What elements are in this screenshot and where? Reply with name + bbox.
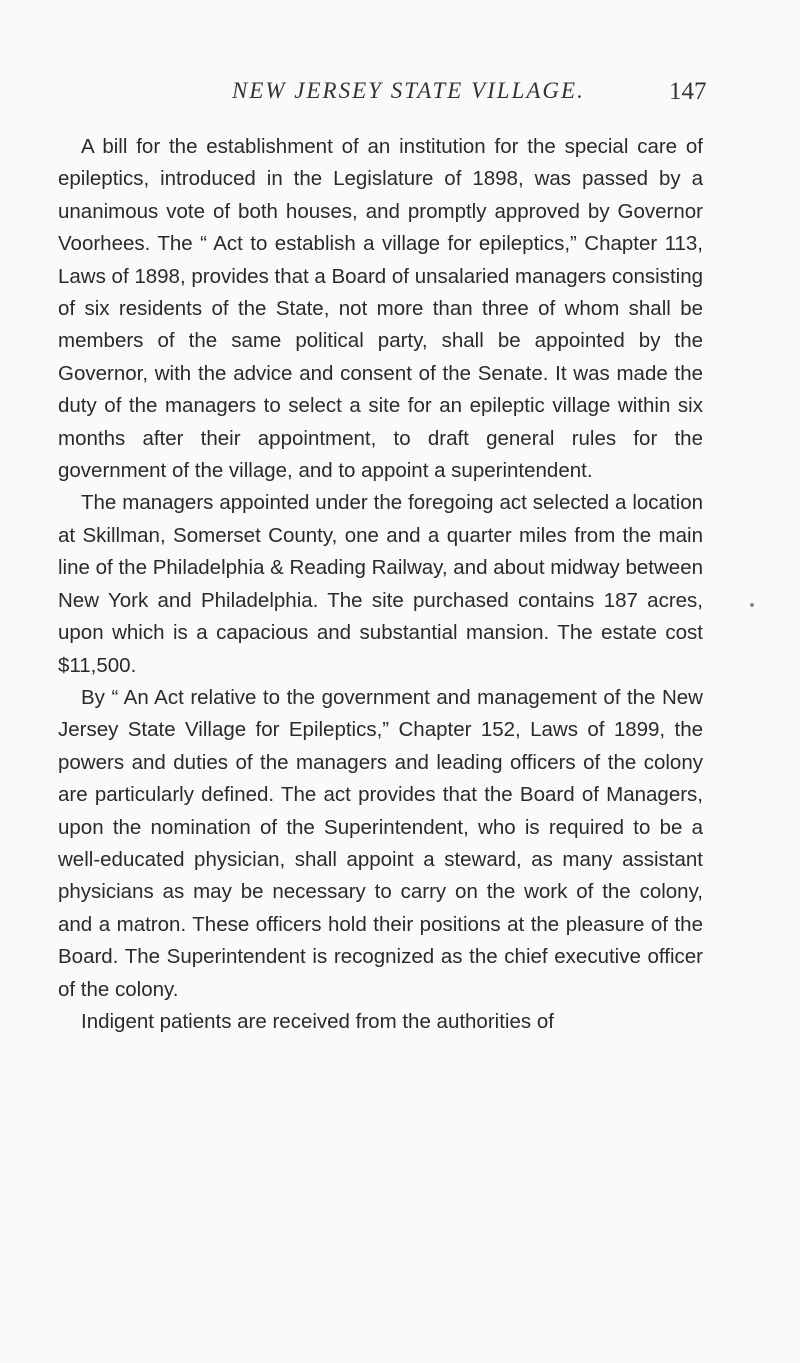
running-head: [0, 78, 800, 114]
print-speck: [750, 603, 754, 607]
page-number: 147: [669, 78, 707, 105]
paragraph-location: The managers appointed under the foregoing act selected a location at Skillman, Somerset County, one and a quarter miles from the main line of the Philadelphia & Reading Railway, and about midway between New York and Philadelphia. The site purchased contains 187 acres, upon which is a capacious and substantial mansion. The estate cost $11,500.: [58, 491, 703, 677]
paragraph-indigent-patients: Indigent patients are received from the authorities of: [81, 1009, 554, 1033]
running-title: NEW JERSEY STATE VILLAGE.: [232, 78, 585, 103]
paragraph-bill: A bill for the establishment of an institution for the special care of epileptics, introduced in the Legislature of 1898, was passed by a unanimous vote of both houses, and promptly approved by Governor Voorhees. The “ Act to establish a village for epileptics,” Chapter 113, Laws of 1898, provides that a Board of unsalaried managers consisting of six residents of the State, not more than three of whom shall be members of the same political party, shall be appointed by the Governor, with the advice and consent of the Senate. It was made the duty of the managers to select a site for an epileptic village within six months after their appointment, to draft general rules for the government of the village, and to appoint a superintendent.: [58, 135, 703, 483]
paragraph-act-1899: By “ An Act relative to the government and management of the New Jersey State Village for Epileptics,” Chapter 152, Laws of 1899, the powers and duties of the managers and leading officers of the colony are particularly defined. The act provides that the Board of Managers, upon the nomination of the Superintendent, who is required to be a well-educated physician, shall appoint a steward, as many assistant physicians as may be necessary to carry on the work of the colony, and a matron. These officers hold their positions at the pleasure of the Board. The Superintendent is recognized as the chief executive officer of the colony.: [58, 685, 703, 1001]
body-text: [58, 131, 703, 1038]
